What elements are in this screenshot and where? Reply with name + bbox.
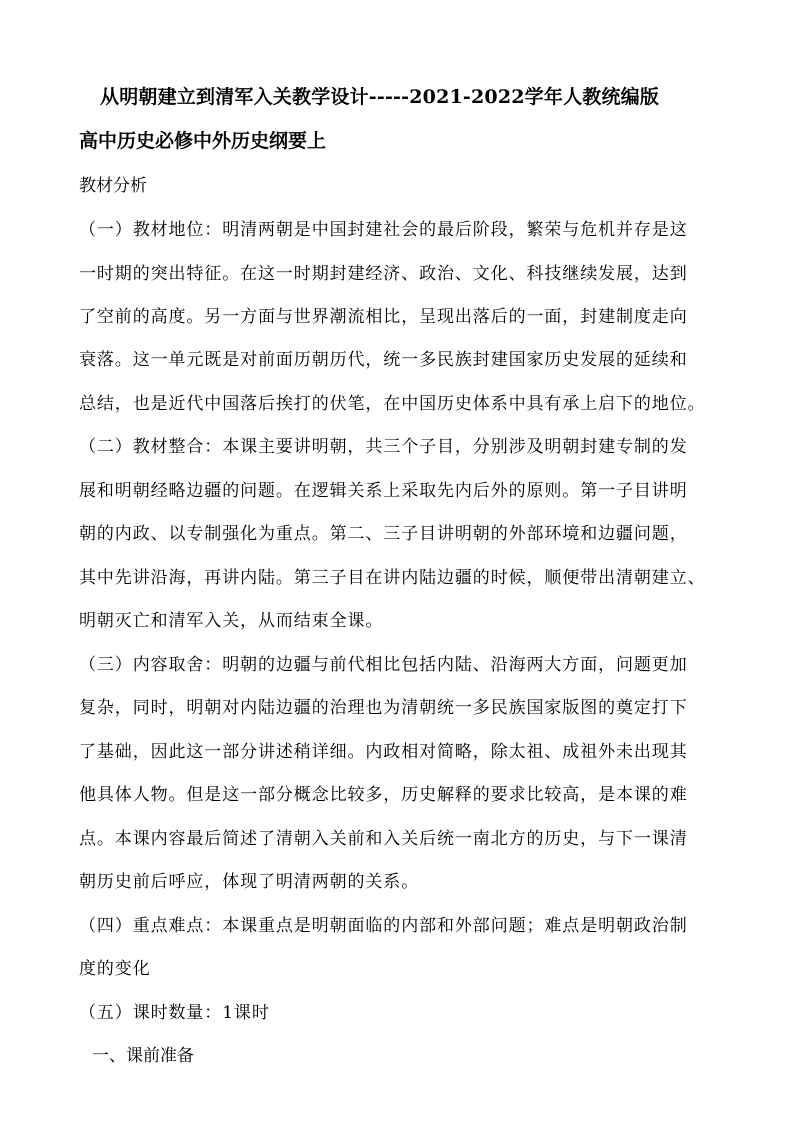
paragraph-line: 总结，也是近代中国落后挨打的伏笔，在中国历史体系中具有承上启下的地位。 bbox=[79, 394, 706, 414]
paragraph-line: 其中先讲沿海，再讲内陆。第三子目在讲内陆边疆的时候，顺便带出清朝建立、 bbox=[79, 568, 706, 588]
paragraph-line: 他具体人物。但是这一部分概念比较多，历史解释的要求比较高，是本课的难 bbox=[79, 785, 688, 805]
paragraph-line: 度的变化 bbox=[79, 959, 151, 979]
paragraph-line: 一时期的突出特征。在这一时期封建经济、政治、文化、科技继续发展，达到 bbox=[79, 264, 688, 284]
paragraph-line: 了空前的高度。另一方面与世界潮流相比，呈现出落后的一面，封建制度走向 bbox=[79, 307, 688, 327]
paragraph-line: 展和明朝经略边疆的问题。在逻辑关系上采取先内后外的原则。第一子目讲明 bbox=[79, 481, 688, 501]
paragraph-line: （一）教材地位：明清两朝是中国封建社会的最后阶段，繁荣与危机并存是这 bbox=[79, 220, 688, 240]
section-heading-preparation: 一、课前准备 bbox=[92, 1046, 194, 1066]
section-heading-textbook-analysis: 教材分析 bbox=[79, 176, 147, 196]
document-title: 从明朝建立到清军入关教学设计-----2021-2022学年人教统编版 bbox=[100, 86, 660, 108]
paragraph-line: （三）内容取舍：明朝的边疆与前代相比包括内陆、沿海两大方面，问题更加 bbox=[79, 655, 688, 675]
document-subtitle: 高中历史必修中外历史纲要上 bbox=[79, 130, 327, 152]
paragraph-line: 朝历史前后呼应，体现了明清两朝的关系。 bbox=[79, 872, 420, 892]
paragraph-line: 朝的内政、以专制强化为重点。第二、三子目讲明朝的外部环境和边疆问题， bbox=[79, 524, 688, 544]
paragraph-line: 衰落。这一单元既是对前面历朝历代，统一多民族封建国家历史发展的延续和 bbox=[79, 350, 688, 370]
paragraph-line: （四）重点难点：本课重点是明朝面临的内部和外部问题；难点是明朝政治制 bbox=[79, 916, 688, 936]
paragraph-line: （五）课时数量：1课时 bbox=[79, 1003, 270, 1023]
paragraph-line: 复杂，同时，明朝对内陆边疆的治理也为清朝统一多民族国家版图的奠定打下 bbox=[79, 698, 688, 718]
paragraph-line: 点。本课内容最后简述了清朝入关前和入关后统一南北方的历史，与下一课清 bbox=[79, 829, 688, 849]
paragraph-line: 明朝灭亡和清军入关，从而结束全课。 bbox=[79, 611, 384, 631]
paragraph-line: 了基础，因此这一部分讲述稍详细。内政相对简略，除太祖、成祖外未出现其 bbox=[79, 742, 688, 762]
paragraph-line: （二）教材整合：本课主要讲明朝，共三个子目，分别涉及明朝封建专制的发 bbox=[79, 437, 688, 457]
